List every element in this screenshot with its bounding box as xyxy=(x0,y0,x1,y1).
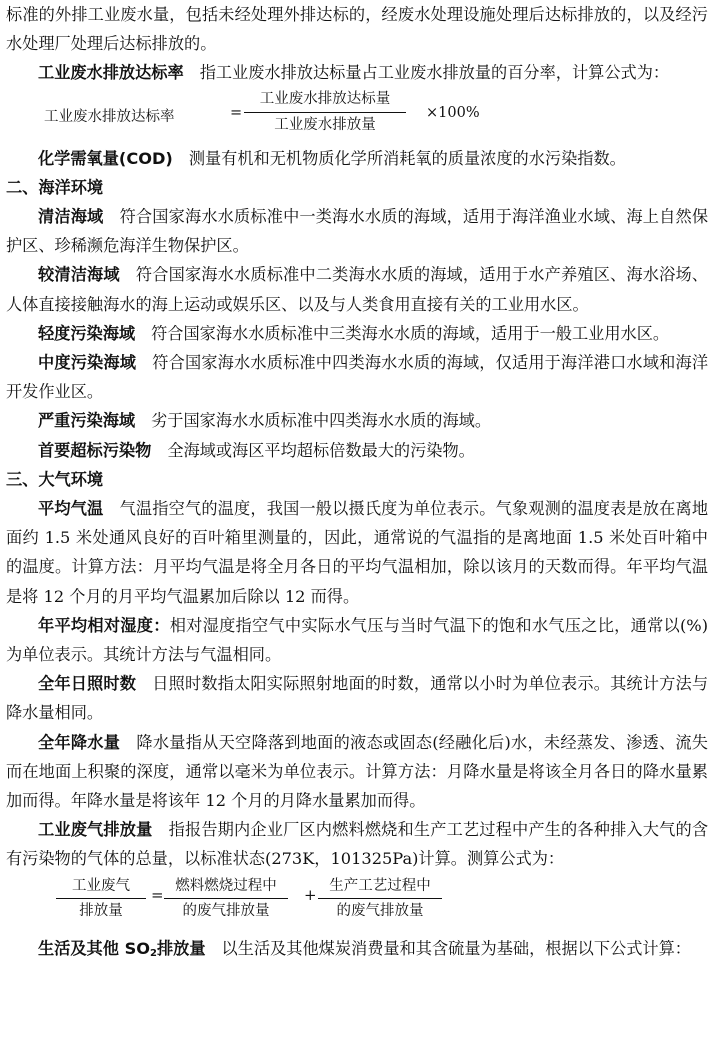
definition-text: 符合国家海水水质标准中二类海水水质的海域，适用于水产养殖区、海水浴场、人体直接接触海水的海上运动或娱乐区、以及与人类食用直接有关的工业用水区。 xyxy=(6,265,708,314)
paragraph-severe-pollution xyxy=(6,406,708,435)
term-label: 全年日照时数 xyxy=(38,674,137,694)
term-label: 工业废气排放量 xyxy=(38,820,153,840)
paragraph-precipitation xyxy=(6,728,708,816)
term-label: 首要超标污染物 xyxy=(38,440,152,460)
paragraph-fairly-clean-sea xyxy=(6,260,708,318)
definition-text: 以生活及其他煤炭消费量和其含硫量为基础，根据以下公式计算： xyxy=(221,938,691,958)
term-label: 中度污染海域 xyxy=(38,353,137,373)
definition-text: 气温指空气的温度，我国一般以摄氏度为单位表示。气象观测的温度表是放在离地面约 1.5 米处通风良好的百叶箱里测量的，因此，通常说的气温指的是离地面 1.5 米处百叶箱中的温度。计算方法：月平均气温是将全月各日的平均气温相加，除以该月的天数而得。年平均气温是将 12 个月的月平均气温累加后除以 12 而得。 xyxy=(6,499,709,606)
definition-text: 劣于国家海水水质标准中四类海水水质的海域。 xyxy=(151,411,492,431)
term-label: 年平均相对湿度： xyxy=(38,615,170,635)
definition-text: 相对湿度指空气中实际水气压与当时气温下的饱和水气压之比，通常以(%)为单位表示。其统计方法与气温相同。 xyxy=(6,615,709,665)
paragraph-average-temperature xyxy=(6,494,708,611)
paragraph-light-pollution xyxy=(6,319,708,348)
formula-term2-top: 生产工艺过程中 xyxy=(318,874,442,899)
term-label: 清洁海域 xyxy=(38,207,104,227)
paragraph-wastewater-rate xyxy=(6,58,708,87)
term-label: 平均气温 xyxy=(38,499,104,519)
formula-wastewater-rate xyxy=(6,88,708,144)
formula-lhs-bottom: 排放量 xyxy=(79,902,123,919)
term-label-subscript: 2 xyxy=(150,947,157,959)
section-heading-marine: 二、海洋环境 xyxy=(6,177,104,197)
paragraph-cod xyxy=(6,144,708,173)
formula-term1-block xyxy=(164,874,288,923)
definition-text: 日照时数指太阳实际照射地面的时数，通常以小时为单位表示。其统计方法与降水量相同。 xyxy=(6,674,709,723)
formula-equals: = xyxy=(230,104,243,121)
definition-text: 降水量指从天空降落到地面的液态或固态(经融化后)水，未经蒸发、渗透、流失而在地面上积聚的深度，通常以毫米为单位表示。计算方法：月降水量是将该全月各日的降水量累加而得。年降水量是将该年 12 个月的月降水量累加而得。 xyxy=(6,732,708,811)
definition-text: 符合国家海水水质标准中三类海水水质的海域，适用于一般工业用水区。 xyxy=(151,323,670,343)
term-label: 较清洁海域 xyxy=(38,265,120,285)
paragraph-medium-pollution xyxy=(6,348,708,406)
definition-text: 全海域或海区平均超标倍数最大的污染物。 xyxy=(167,440,475,460)
definition-text: 符合国家海水水质标准中四类海水水质的海域，仅适用于海洋港口水域和海洋开发作业区。 xyxy=(6,353,709,402)
term-label: 严重污染海域 xyxy=(38,411,136,431)
formula-numerator: 工业废水排放达标量 xyxy=(244,88,406,113)
formula-lhs-block xyxy=(56,874,146,923)
paragraph-clean-sea xyxy=(6,202,708,260)
term-label: 化学需氧量(COD) xyxy=(38,148,173,168)
definition-text: 指报告期内企业厂区内燃料燃烧和生产工艺过程中产生的各种排入大气的含有污染物的气体的总量，以标准状态(273K，101325Pa)计算。测算公式为： xyxy=(6,820,709,869)
formula-term1-top: 燃料燃烧过程中 xyxy=(164,874,288,899)
document-page xyxy=(6,0,708,968)
definition-text: 测量有机和无机物质化学所消耗氧的质量浓度的水污染指数。 xyxy=(188,148,626,168)
term-label: 全年降水量 xyxy=(38,732,121,752)
formula-equals: = xyxy=(151,885,164,904)
formula-denominator: 工业废水排放量 xyxy=(274,116,376,133)
term-label-part: 生活及其他 SO xyxy=(38,938,150,958)
term-label: 轻度污染海域 xyxy=(38,323,136,343)
definition-text: 指工业废水排放达标量占工业废水排放量的百分率，计算公式为： xyxy=(199,63,670,83)
paragraph-wastewater-discharge xyxy=(6,0,708,58)
text-line: 标准的外排工业废水量，包括未经处理外排达标的，经废水处理设施处理后达标排放的，以及经污水处理厂处理后达标排放的。 xyxy=(6,5,708,54)
term-label xyxy=(38,939,206,958)
formula-term1-bottom: 的废气排放量 xyxy=(182,902,270,919)
paragraph-so2-emission xyxy=(6,934,708,968)
section-heading-atmosphere: 三、大气环境 xyxy=(6,469,104,489)
formula-waste-gas xyxy=(6,874,708,934)
formula-multiplier: ×100% xyxy=(426,104,480,121)
paragraph-waste-gas xyxy=(6,815,708,873)
term-label: 工业废水排放达标率 xyxy=(38,63,184,83)
formula-lhs: 工业废水排放达标率 xyxy=(44,108,175,125)
paragraph-humidity xyxy=(6,611,708,669)
definition-text: 符合国家海水水质标准中一类海水水质的海域，适用于海洋渔业水域、海上自然保护区、珍稀濒危海洋生物保护区。 xyxy=(6,207,709,256)
formula-plus: + xyxy=(304,885,317,904)
paragraph-sunshine-hours xyxy=(6,669,708,727)
formula-lhs-top: 工业废气 xyxy=(56,874,146,899)
formula-fraction xyxy=(244,88,406,137)
paragraph-primary-pollutant xyxy=(6,436,708,465)
term-label-part: 排放量 xyxy=(156,938,206,958)
formula-term2-block xyxy=(318,874,442,923)
formula-term2-bottom: 的废气排放量 xyxy=(336,902,424,919)
